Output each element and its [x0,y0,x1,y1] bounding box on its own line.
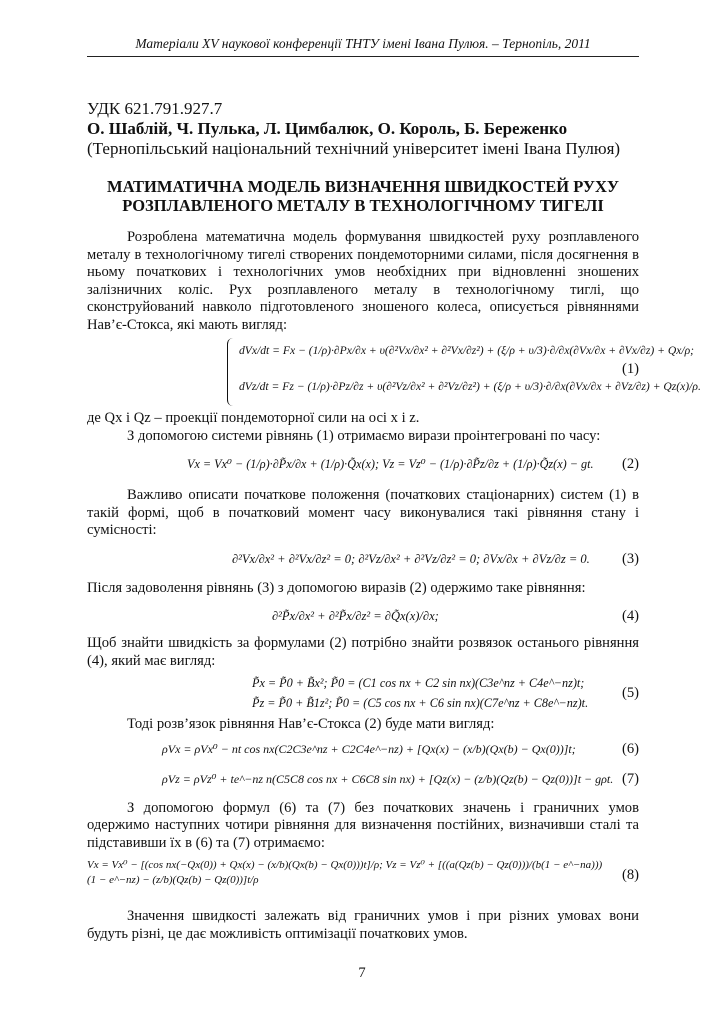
paragraph-initial: Важливо описати початкове положення (початкових стаціонарних) систем (1) в такій формі, щоб в початковий момент часу виконувалися такі рівняння стану і сумісності: [87,487,639,538]
equation-number: (3) [621,550,639,567]
authors: О. Шаблій, Ч. Пулька, Л. Цимбалюк, О. Король, Б. Береженко [87,119,568,138]
paragraph-solution: Щоб знайти швидкість за формулами (2) потрібно знайти розвязок останього рівняння (4), який має вигляд: [87,635,639,669]
equation-number: (1) [621,361,639,377]
equation-8-body: Vx = Vx⁰ − [(cos nx(−Qx(0)) + Qx(x) − (x/b)(Qx(b) − Qx(0)))t]/ρ; Vz = Vz⁰ + [((a(Qz(b) − Qz(0)))/(b(1 − e^−na)))(1 − e^−nz) − (z/b)(Qz(b) − Qz(0))]t/ρ [87,859,603,886]
equation-5 [87,670,639,716]
paragraph-intro: Розроблена математична модель формування швидкостей руху розплавленого металу в технологічному тигелі створених пондемоторними силами, після досягнення в ньому початкових і технологічних умов необхідних при відновленні зношених залізничних коліс. Рух розплавленого металу в технологічному тиглі, що сконструйований навколо підготовленого зношеного колеса, описується рівняннями Нав’є-Стокса, які мають вигляд: [87,229,639,333]
paragraph-conclusion: Значення швидкості залежать від граничних умов і при різних умовах вони будуть різні, це дає можливість оптимізації початкових умов. [87,908,639,942]
page-number: 7 [358,965,366,981]
udk-code: УДК 621.791.927.7 [87,99,223,118]
equation-number: (7) [621,770,639,787]
equation-3-body: ∂²Vx/∂x² + ∂²Vx/∂z² = 0; ∂²Vz/∂x² + ∂²Vz/∂z² = 0; ∂Vx/∂x + ∂Vz/∂z = 0. [232,551,590,566]
equation-number: (6) [621,740,639,757]
paragraph-integrated: З допомогою системи рівнянь (1) отримаємо вирази проінтегровані по часу: [127,427,601,444]
equation-number: (5) [621,685,639,701]
equation-7 [87,764,639,800]
paragraph-projections: де Qx і Qz – проекції пондемоторної сили на осі x і z. [87,410,420,426]
equation-8 [87,852,639,908]
affiliation: (Тернопільський національний технічний університет імені Івана Пулюя) [87,139,621,158]
paragraph-after3: Після задоволення рівнянь (3) з допомогою виразів (2) одержимо таке рівняння: [87,579,586,596]
page-body [87,36,701,943]
running-header: Матеріали XV наукової конференції ТНТУ імені Івана Пулюя. – Тернопіль, 2011 [87,36,639,57]
paragraph-navier: Тоді розв’язок рівняння Нав’є-Стокса (2) буде мати вигляд: [127,716,495,732]
equation-7-body: ρVz = ρVz⁰ + te^−nz n(C5C8 cos nx + C6C8 sin nx) + [Qz(x) − (z/b)(Qz(b) − Qz(0))]t − gρt. [162,771,614,786]
equation-4-body: ∂²P̃x/∂x² + ∂²P̃x/∂z² = ∂Q̃x(x)/∂x; [272,609,439,623]
equation-1a: dVx/dt = Fx − (1/ρ)·∂Px/∂x + υ(∂²Vx/∂x² + ∂²Vx/∂z²) + (ξ/ρ + υ/3)·∂/∂x(∂Vx/∂x + ∂Vx/∂z) + Qx/ρ; [239,344,695,357]
equation-number: (4) [621,608,639,624]
equation-6-body: ρVx = ρVx⁰ − nt cos nx(C2C3e^nz + C2C4e^−nz) + [Qx(x) − (x/b)(Qx(b) − Qx(0))]t; [162,741,576,756]
equation-number: (8) [621,867,639,883]
paper-title: МАТИМАТИЧНА МОДЕЛЬ ВИЗНАЧЕННЯ ШВИДКОСТЕЙ РУХУ РОЗПЛАВЛЕНОГО МЕТАЛУ В ТЕХНОЛОГІЧНОМУ ТИГЕЛІ [107,177,619,215]
equation-number: (2) [621,456,639,472]
equation-5b: P̃z = P̃0 + B̃1z²; P̃0 = (C5 cos nx + C6 sin nx)(C7e^nz + C8e^−nz)t. [252,696,589,710]
equation-1b: dVz/dt = Fz − (1/ρ)·∂Pz/∂z + υ(∂²Vz/∂x² + ∂²Vz/∂z²) + (ξ/ρ + υ/3)·∂/∂x(∂Vx/∂x + ∂Vz/∂z) + Qz(x)/ρ. [239,380,701,393]
equation-2-body: Vx = Vx⁰ − (1/ρ)·∂P̃x/∂x + (1/ρ)·Q̃x(x); Vz = Vz⁰ − (1/ρ)·∂P̃z/∂z + (1/ρ)·Q̃z(x) − gt. [187,457,594,471]
equation-5a: P̃x = P̃0 + B̃x²; P̃0 = (C1 cos nx + C2 sin nx)(C3e^nz + C4e^−nz)t; [252,676,585,690]
equation-6 [87,734,639,764]
system-brace [227,338,235,406]
equation-3 [87,540,639,580]
equation-1 [87,336,701,410]
equation-4 [87,597,639,635]
paragraph-constants: З допомогою формул (6) та (7) без початкових значень і граничних умов одержимо наступних чотири рівняння для визначення постійних, визначивши сталі та підставивши їх в (6) та (7) отримаємо: [87,799,639,851]
equation-2 [87,445,639,485]
